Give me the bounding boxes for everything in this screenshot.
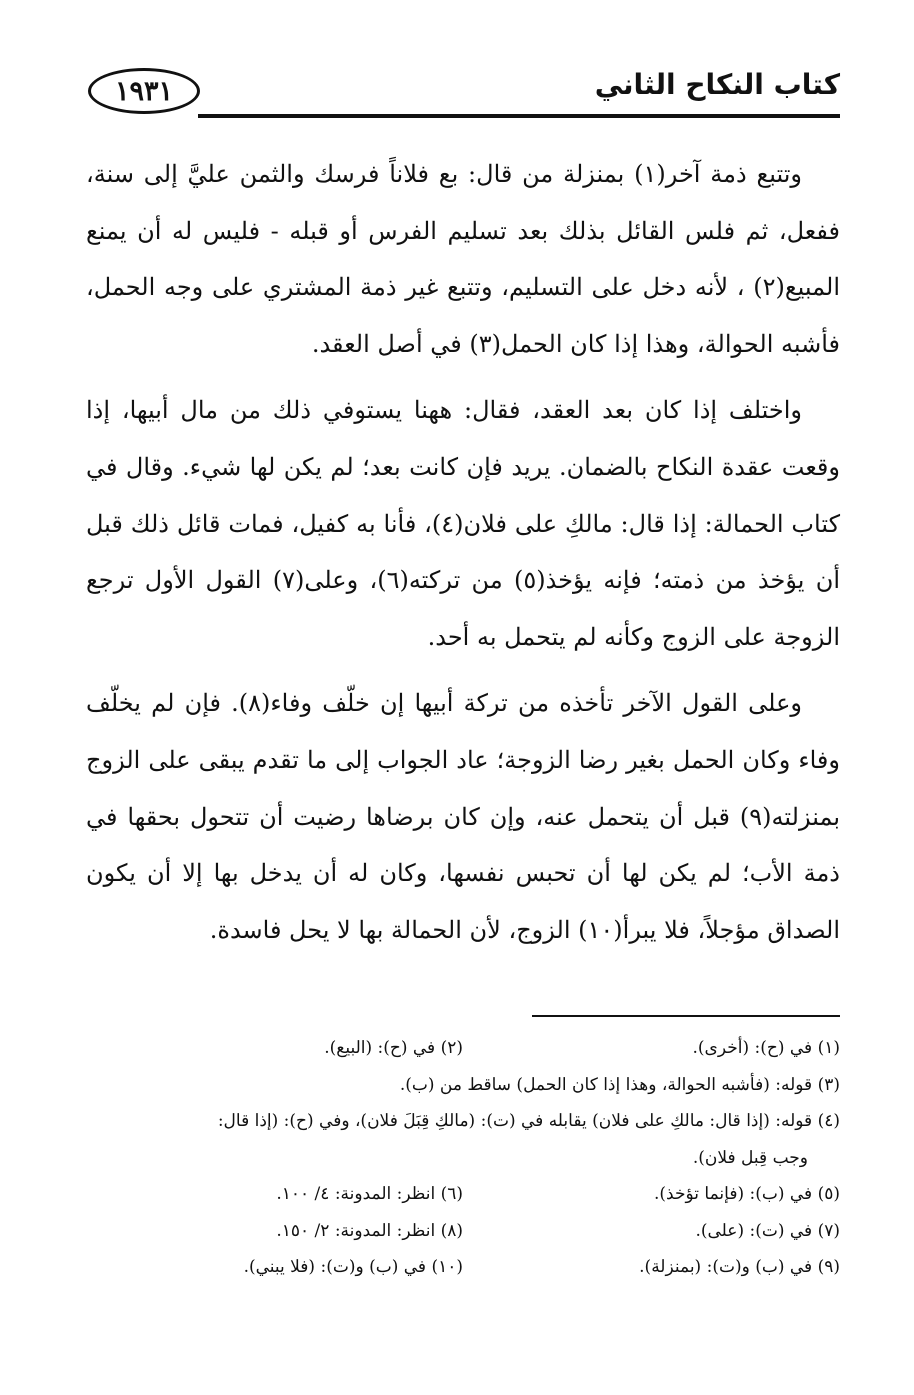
footnote-continuation: وجب قِبل فلان). <box>692 1147 808 1168</box>
page-number: ١٩٣١ <box>88 68 200 114</box>
paragraph: واختلف إذا كان بعد العقد، فقال: ههنا يستوفي ذلك من مال أبيها، إذا وقعت عقدة النكاح بالضمان. يريد فإن كانت بعد؛ لم يكن لها شيء. وقال في كتاب الحمالة: إذا قال: مالكِ على فلان(٤)، فأنا به كفيل، فمات قائل ذلك قبل أن يؤخذ من ذمته؛ فإنه يؤخذ(٥) من تركته(٦)، وعلى(٧) القول الأول ترجع الزوجة على الزوج وكأنه لم يتحمل به أحد. <box>86 396 840 651</box>
footnotes <box>86 1030 840 1286</box>
footnote: (٩) في (ب) و(ت): (بمنزلة). <box>639 1257 840 1277</box>
header-rule <box>198 114 840 118</box>
footnote: (٨) انظر: المدونة: ٢/ ١٥٠. <box>276 1220 463 1241</box>
footnote: (٢) في (ح): (البيع). <box>324 1038 463 1058</box>
footnote: (١) في (ح): (أخرى). <box>692 1038 840 1058</box>
footnote: (١٠) في (ب) و(ت): (فلا يبني). <box>243 1257 463 1277</box>
footnote: (٤) قوله: (إذا قال: مالكِ على فلان) يقابله في (ت): (مالكِ قِبَلَ فلان)، وفي (ح): (إذا قال: <box>217 1111 840 1131</box>
main-text <box>86 146 840 958</box>
footnote: (٦) انظر: المدونة: ٤/ ١٠٠. <box>276 1184 463 1204</box>
paragraph: وتتبع ذمة آخر(١) بمنزلة من قال: بع فلاناً فرسك والثمن عليَّ إلى سنة، ففعل، ثم فلس القائل بذلك بعد تسليم الفرس أو قبله - فليس له أن يمنع المبيع(٢) ، لأنه دخل على التسليم، وتتبع غير ذمة المشتري على وجه الحمل، فأشبه الحوالة، وهذا إذا كان الحمل(٣) في أصل العقد. <box>86 160 840 358</box>
footnote: (٣) قوله: (فأشبه الحوالة، وهذا إذا كان الحمل) ساقط من (ب). <box>399 1074 840 1095</box>
footnote-separator <box>532 1015 840 1017</box>
footnote: (٥) في (ب): (فإنما تؤخذ). <box>654 1184 840 1204</box>
footnote: (٧) في (ت): (على). <box>695 1220 840 1241</box>
chapter-title: كتاب النكاح الثاني <box>594 68 840 101</box>
paragraph: وعلى القول الآخر تأخذه من تركة أبيها إن خلّف وفاء(٨). فإن لم يخلّف وفاء وكان الحمل بغير رضا الزوجة؛ عاد الجواب إلى ما تقدم يبقى على الزوج بمنزلته(٩) قبل أن يتحمل عنه، وإن كان برضاها رضيت أن تتحول بحقها في ذمة الأب؛ لم يكن لها أن تحبس نفسها، وكان له أن يدخل بها إلا أن يكون الصداق مؤجلاً، فلا يبرأ(١٠) الزوج، لأن الحمالة بها لا يحل فاسدة. <box>86 689 840 944</box>
page-header <box>88 62 840 124</box>
